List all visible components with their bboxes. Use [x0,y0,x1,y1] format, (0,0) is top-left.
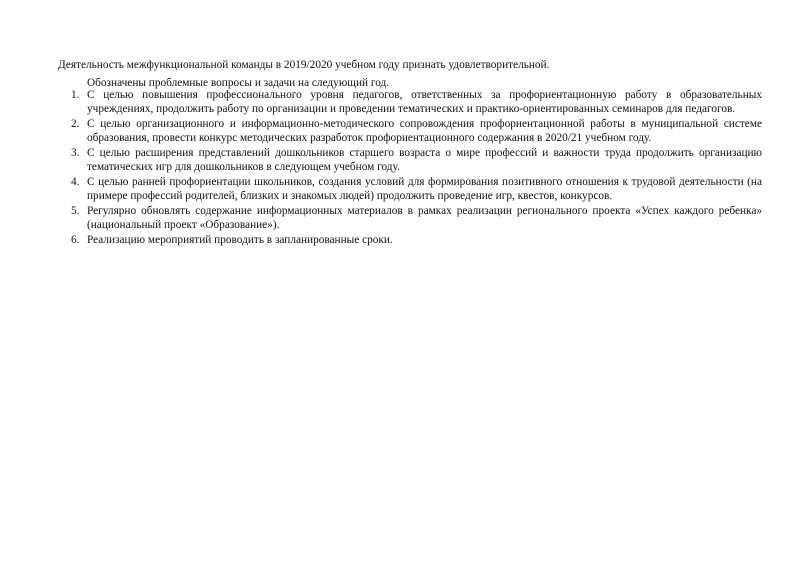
list-item-number: 2. [71,118,80,130]
list-item [0,146,800,174]
list-item-number: 5. [71,205,80,217]
list-item-number: 4. [71,176,80,188]
list-item-number: 1. [71,89,80,101]
list-item [0,117,800,145]
list-item-text: С целью расширения представлений дошкольников старшего возраста о мире профессий и важности труда продолжить организацию тематических игр для дошкольников в следующем учебном году. [87,147,762,173]
task-list [0,88,800,248]
list-item [0,175,800,203]
list-item [0,204,800,232]
list-item-text: С целью ранней профориентации школьников, создания условий для формирования позитивного отношения к трудовой деятельности (на примере профессий родителей, близких и знакомых людей) продолжить проведение игр, квестов, конкурсов. [87,176,762,202]
list-item-text: Регулярно обновлять содержание информационных материалов в рамках реализации регионального проекта «Успех каждого ребенка» (национальный проект «Образование»). [87,205,762,231]
list-item [0,233,800,247]
list-item [0,88,800,116]
list-item-text: С целью повышения профессионального уровня педагогов, ответственных за профориентационную работу в образовательных учреждениях, продолжить работу по организации и проведении тематических и практико-ориентированных семинаров для педагогов. [87,89,762,115]
lead-paragraph: Обозначены проблемные вопросы и задачи на следующий год. [87,77,390,89]
list-item-text: Реализацию мероприятий проводить в запланированные сроки. [87,234,393,246]
list-item-number: 6. [71,234,80,246]
list-item-number: 3. [71,147,80,159]
list-item-text: С целью организационного и информационно-методического сопровождения профориентационной работы в муниципальной системе образования, провести конкурс методических разработок профориентационного содержания в 2020/21 учебном году. [87,118,762,144]
intro-paragraph: Деятельность межфункциональной команды в 2019/2020 учебном году признать удовлетворительной. [58,59,550,71]
